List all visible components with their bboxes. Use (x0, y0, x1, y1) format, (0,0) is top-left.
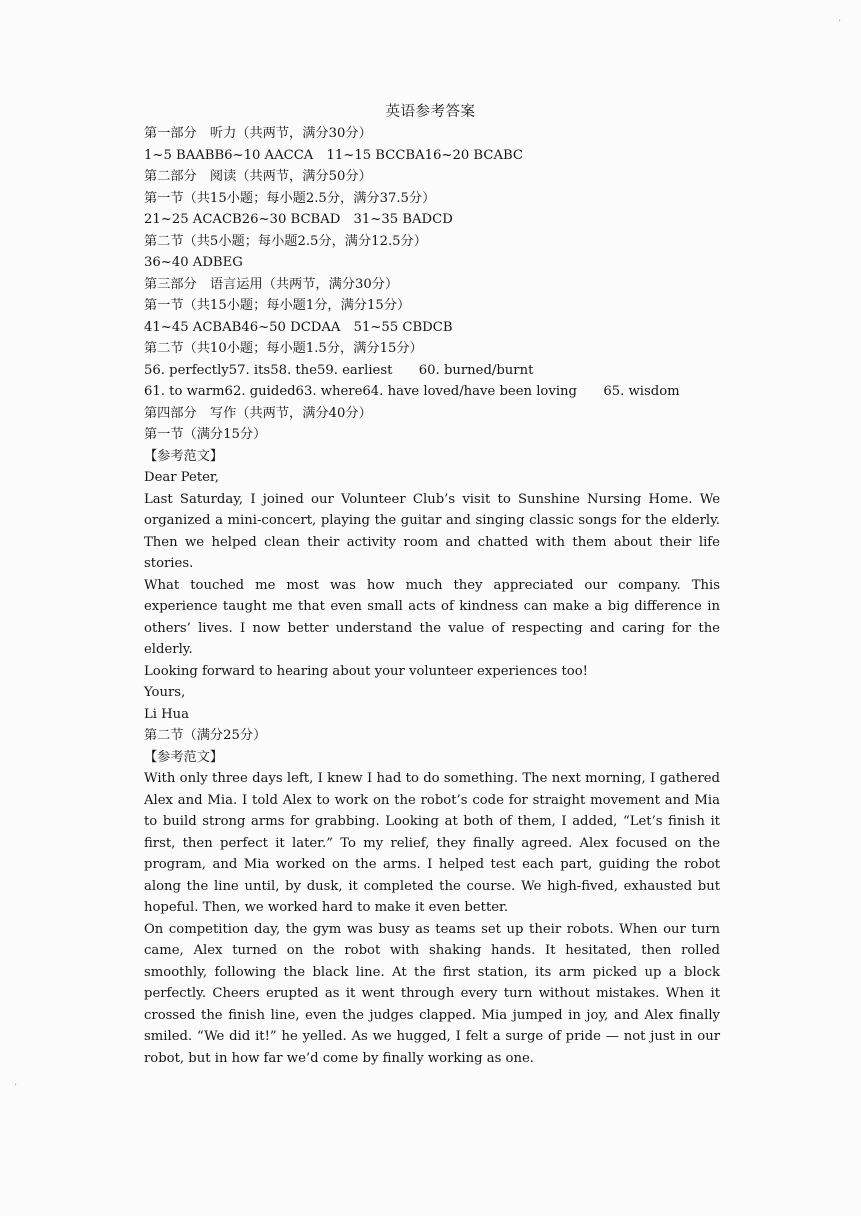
sample-essay-label: 【参考范文】 (144, 749, 224, 765)
answer-content (144, 123, 720, 1069)
sample-essay-label: 【参考范文】 (144, 448, 224, 464)
answer-line: 61. to warm62. guided63. where64. have loved/have been loving 65. wisdom (144, 384, 680, 399)
story-paragraph: On competition day, the gym was busy as teams set up their robots. When our turn came, Alex turned on the robot with shaking hands. It hesitated, then rolled smoothly, following the black line. At the first station, its arm picked up a block perfectly. Cheers erupted as it went through every turn without mistakes. When it crossed the finish line, even the judges clapped. Mia jumped in joy, and Alex finally smiled. “We did it!” he yelled. As we hugged, I felt a surge of pride — not just in our robot, but in how far we’d come by finally working as one. (144, 921, 720, 1066)
section-heading: 第二部分 阅读（共两节，满分50分） (144, 169, 372, 184)
letter-paragraph: What touched me most was how much they appreciated our company. This experience taught me that even small acts of kindness can make a big difference in others’ lives. I now better understand the value of respecting and caring for the elderly. (144, 577, 720, 657)
section-heading: 第四部分 写作（共两节，满分40分） (144, 405, 372, 421)
subsection-heading: 第一节（共15小题；每小题1分，满分15分） (144, 298, 411, 313)
subsection-heading: 第一节（共15小题；每小题2.5分，满分37.5分） (144, 190, 436, 206)
page-title: 英语参考答案 (385, 104, 476, 120)
subsection-heading: 第一节（满分15分） (144, 427, 267, 442)
answer-line: 1~5 BAABB6~10 AACCA 11~15 BCCBA16~20 BCABC (144, 147, 524, 163)
letter-signature: Li Hua (144, 706, 190, 722)
letter-greeting: Dear Peter, (144, 470, 219, 485)
scan-mark: · (14, 1080, 18, 1091)
scan-mark: · (838, 16, 842, 27)
letter-paragraph: Last Saturday, I joined our Volunteer Club’s visit to Sunshine Nursing Home. We organized a mini-concert, playing the guitar and singing classic songs for the elderly. Then we helped clean their activity room and chatted with them about their life stories. (144, 491, 720, 571)
answer-line: 56. perfectly57. its58. the59. earliest 60. burned/burnt (144, 362, 534, 378)
letter-signoff: Yours, (144, 685, 186, 700)
subsection-heading: 第二节（共5小题；每小题2.5分，满分12.5分） (144, 233, 427, 249)
story-paragraph: With only three days left, I knew I had to do something. The next morning, I gathered Alex and Mia. I told Alex to work on the robot’s code for straight movement and Mia to build strong arms for grabbing. Looking at both of them, I added, “Let’s finish it first, then perfect it later.” To my relief, they finally agreed. Alex focused on the program, and Mia worked on the arms. I helped test each part, guiding the robot along the line until, by dusk, it completed the course. We high-fived, exhausted but hopeful. Then, we worked hard to make it even better. (144, 771, 720, 915)
letter-closing-line: Looking forward to hearing about your volunteer experiences too! (144, 663, 588, 679)
section-heading: 第三部分 语言运用（共两节，满分30分） (144, 276, 399, 292)
subsection-heading: 第二节（满分25分） (144, 728, 267, 743)
answer-line: 36~40 ADBEG (144, 255, 243, 270)
section-heading: 第一部分 听力（共两节，满分30分） (144, 126, 372, 141)
answer-line: 21~25 ACACB26~30 BCBAD 31~35 BADCD (144, 212, 453, 227)
subsection-heading: 第二节（共10小题；每小题1.5分，满分15分） (144, 341, 423, 356)
answer-line: 41~45 ACBAB46~50 DCDAA 51~55 CBDCB (144, 319, 453, 335)
